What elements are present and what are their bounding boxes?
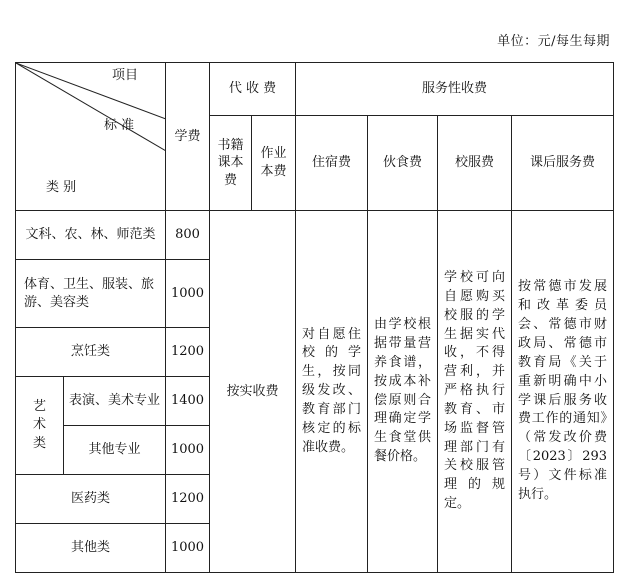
header-lodging: 住宿费: [296, 116, 368, 211]
header-tuition: 学费: [166, 63, 210, 211]
header-meals: 伙食费: [368, 116, 438, 211]
category-cell: 医药类: [16, 475, 166, 524]
fee-table: [15, 62, 614, 573]
diagonal-lines: [16, 63, 166, 211]
category-cell: 其他专业: [64, 426, 166, 475]
header-collect-group: 代 收 费: [210, 63, 296, 116]
collect-note: 按实收费: [210, 211, 296, 573]
art-group-cell: 艺术类: [16, 377, 64, 475]
diag-label-category: 类 别: [46, 180, 77, 195]
header-uniform: 校服费: [438, 116, 512, 211]
after-school-note: 按常德市发展和改革委员会、常德市财政局、常德市教育局《关于重新明确中小学课后服务收费工作的通知》（常发改价费〔2023〕293号）文件标准执行。: [512, 211, 614, 573]
category-cell: 烹饪类: [16, 328, 166, 377]
diag-label-standard: 标 准: [104, 118, 135, 133]
tuition-cell: 1000: [166, 426, 210, 475]
unit-note: 单位：元/每生每期: [497, 34, 610, 49]
header-books: 书籍课本费: [210, 116, 252, 211]
header-service-group: 服务性收费: [296, 63, 614, 116]
tuition-cell: 1000: [166, 524, 210, 573]
tuition-cell: 1000: [166, 260, 210, 328]
category-cell: 其他类: [16, 524, 166, 573]
header-after-school: 课后服务费: [512, 116, 614, 211]
tuition-cell: 1400: [166, 377, 210, 426]
category-cell: 体育、卫生、服装、旅游、美容类: [16, 260, 166, 328]
diagonal-header: [16, 63, 166, 211]
tuition-cell: 1200: [166, 328, 210, 377]
tuition-cell: 1200: [166, 475, 210, 524]
meals-note: 由学校根据带量营养食谱，按成本补偿原则合理确定学生食堂供餐价格。: [368, 211, 438, 573]
lodging-note: 对自愿住校的学生，按同级发改、教育部门核定的标准收费。: [296, 211, 368, 573]
category-cell: 表演、美术专业: [64, 377, 166, 426]
uniform-note: 学校可向自愿购买校服的学生据实代收，不得营利，并严格执行教育、市场监督管理部门有关校服管理的规定。: [438, 211, 512, 573]
tuition-cell: 800: [166, 211, 210, 260]
diag-label-item: 项目: [112, 68, 139, 83]
header-homework: 作业本费: [252, 116, 296, 211]
category-cell: 文科、农、林、师范类: [16, 211, 166, 260]
